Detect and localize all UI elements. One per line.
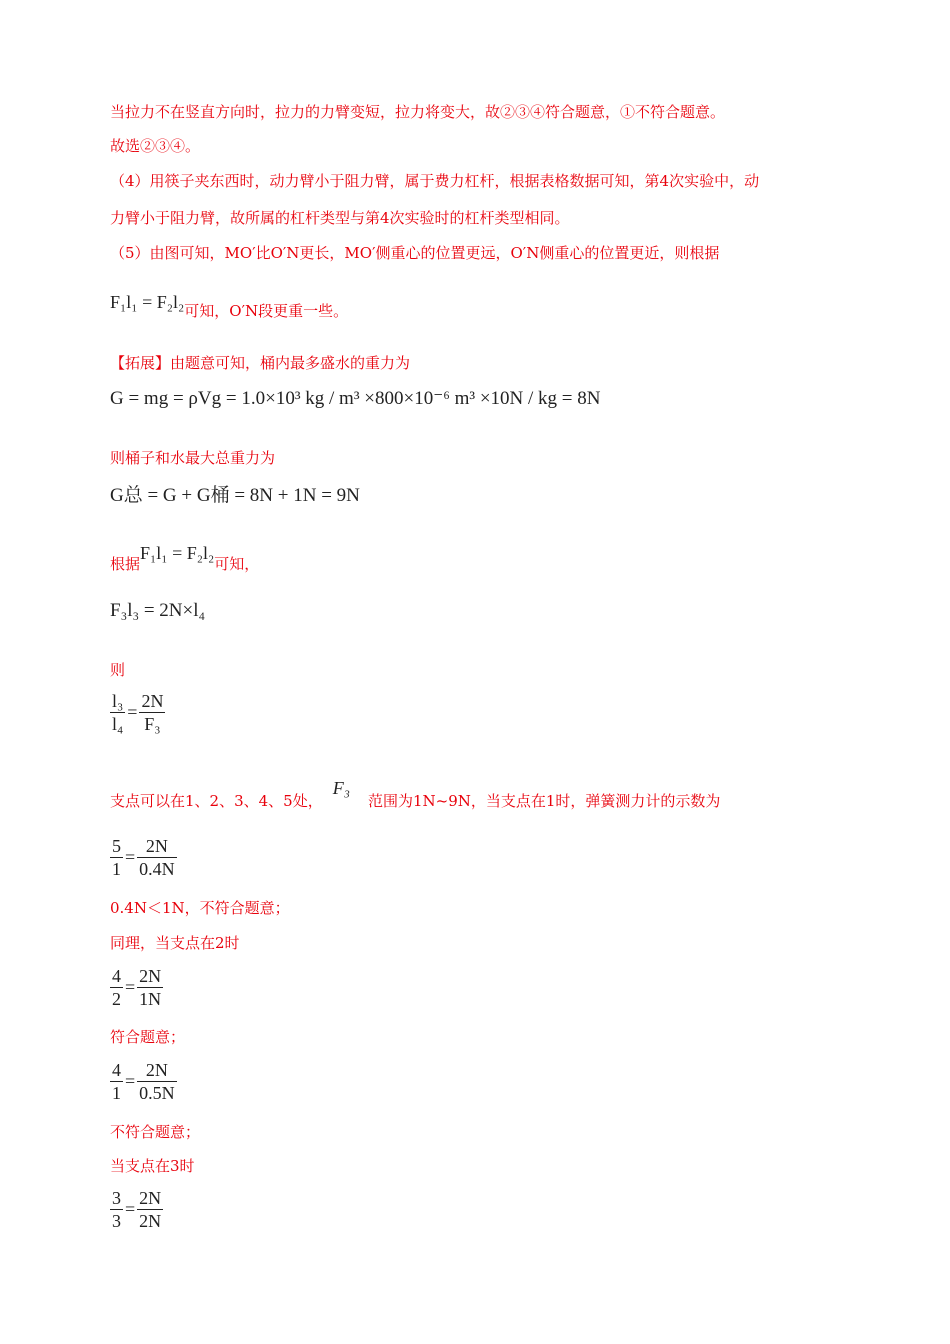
text-line-16: 当支点在3时 <box>110 1157 195 1175</box>
fraction-right: $\frac{2N}{0.4N}$ <box>139 836 175 879</box>
ratio-fraction-row: $\frac{\text{l₃}}{\text{l₄}}$ = $\frac{2N}{\text{F₃}}$ <box>112 691 164 734</box>
text-line-10: 则 <box>110 661 126 679</box>
weight-equation: G = mg = ρVg = 1.0×10³ kg / m³ ×800×10⁻⁶ m³ ×10N / kg = 8N <box>110 388 601 409</box>
text-line-15: 不符合题意； <box>110 1123 201 1141</box>
text-line-11-tail: 范围为1N~9N，当支点在1时，弹簧测力计的示数为 <box>367 792 721 810</box>
text-line-9 <box>110 543 260 573</box>
text-line-14: 符合题意； <box>110 1028 186 1046</box>
text-line-5: （5）由图可知，MO′比O′N更长，MO′侧重心的位置更远，O′N侧重心的位置更近，则根据 <box>110 244 720 262</box>
pivot3-fraction-row: $\frac{3}{3}$ = $\frac{2N}{2N}$ <box>112 1188 162 1231</box>
text-line-9-head: 根据 <box>110 555 141 573</box>
fraction-right: $\frac{2N}{2N}$ <box>139 1188 162 1231</box>
text-line-3: （4）用筷子夹东西时，动力臂小于阻力臂，属于费力杠杆，根据表格数据可知，第4次实验中，动 <box>110 172 760 190</box>
pivot2b-fraction-row: $\frac{4}{1}$ = $\frac{2N}{0.5N}$ <box>112 1060 175 1103</box>
text-line-8: 则桶子和水最大总重力为 <box>110 449 276 467</box>
text-line-7: 【拓展】由题意可知，桶内最多盛水的重力为 <box>110 354 411 372</box>
text-line-1: 当拉力不在竖直方向时，拉力的力臂变短，拉力将变大，故②③④符合题意，①不符合题意。 <box>110 103 726 121</box>
fraction-right: $\frac{2N}{\text{F₃}}$ <box>141 691 164 734</box>
text-line-2: 故选②③④。 <box>110 137 201 155</box>
text-line-9-tail: 可知， <box>214 555 260 573</box>
text-line-13: 同理，当支点在2时 <box>110 934 240 952</box>
f3-symbol: F₃ <box>332 778 350 798</box>
fraction-left: $\frac{3}{3}$ <box>112 1188 121 1231</box>
text-line-12: 0.4N＜1N，不符合题意； <box>110 899 290 917</box>
pivot1-fraction-row: $\frac{5}{1}$ = $\frac{2N}{0.4N}$ <box>112 836 175 879</box>
fraction-right: $\frac{2N}{1N}$ <box>139 966 162 1009</box>
text-line-4: 力臂小于阻力臂，故所属的杠杆类型与第4次实验时的杠杆类型相同。 <box>110 209 570 227</box>
fraction-right: $\frac{2N}{0.5N}$ <box>139 1060 175 1103</box>
moment-equation: F₃l₃ = 2N×l₄ <box>110 600 206 621</box>
text-line-11-head: 支点可以在1、2、3、4、5处， <box>110 792 323 810</box>
fraction-left: $\frac{5}{1}$ <box>112 836 121 879</box>
lever-law-equation: F₁l₁ = F₂l₂ <box>110 292 185 312</box>
pivot2a-fraction-row: $\frac{4}{2}$ = $\frac{2N}{1N}$ <box>112 966 162 1009</box>
fraction-left: $\frac{4}{1}$ <box>112 1060 121 1103</box>
text-line-11 <box>110 778 721 811</box>
fraction-left: $\frac{4}{2}$ <box>112 966 121 1009</box>
lever-law-equation-2: F₁l₁ = F₂l₂ <box>140 543 215 563</box>
text-line-6-tail: 可知，O′N段更重一些。 <box>184 302 349 320</box>
fraction-left: $\frac{\text{l₃}}{\text{l₄}}$ <box>112 691 124 734</box>
total-weight-equation: G总 = G + G桶 = 8N + 1N = 9N <box>110 485 360 506</box>
text-line-6 <box>110 292 349 320</box>
